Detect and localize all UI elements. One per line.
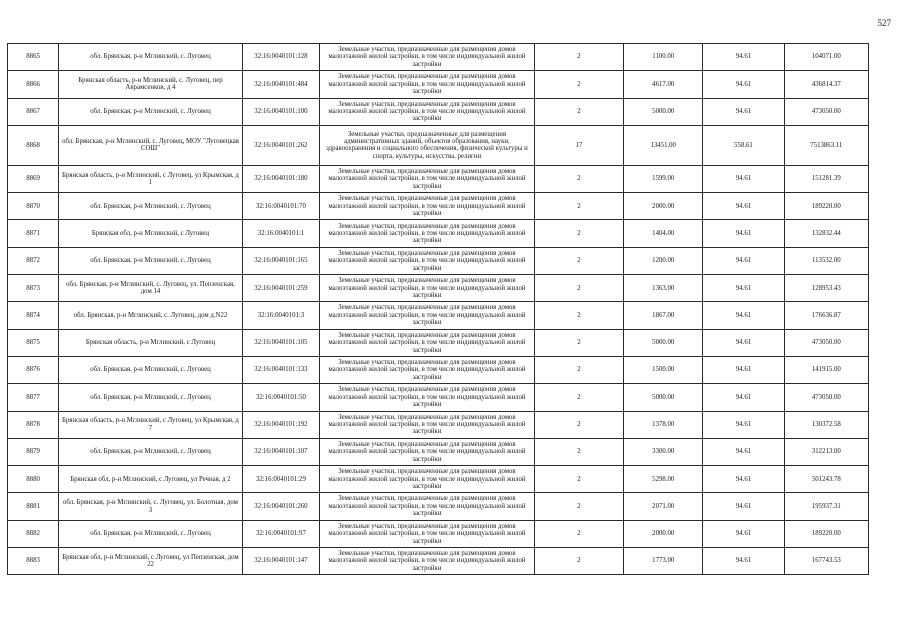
use-group-cell: 2 [534, 493, 623, 520]
cadastral-number-cell: 32:16:0040101:192 [242, 411, 319, 438]
cadastral-number-cell: 32:16:0040101:70 [242, 193, 319, 220]
specific-value-cell: 94.61 [703, 302, 784, 329]
area-cell: 2000.00 [624, 193, 703, 220]
specific-value-cell: 94.61 [703, 520, 784, 547]
table-row [8, 548, 869, 575]
area-cell: 5000.00 [624, 329, 703, 356]
row-number: 8882 [8, 520, 59, 547]
page-number: 527 [877, 18, 891, 28]
cadastral-value-cell: 189220.00 [784, 520, 868, 547]
cadastral-number-cell: 32:16:0040101:97 [242, 520, 319, 547]
permitted-use-cell: Земельные участки, предназначенные для размещения административных зданий, объектов образования, науки, здравоохранения и социального обеспечения, физической культуры и спорта, культуры, искусства, религии [320, 125, 535, 165]
permitted-use-cell: Земельные участки, предназначенные для размещения домов малоэтажной жилой застройки, в том числе индивидуальной жилой застройки [320, 356, 535, 383]
area-cell: 1599.00 [624, 165, 703, 192]
permitted-use-cell: Земельные участки, предназначенные для размещения домов малоэтажной жилой застройки, в том числе индивидуальной жилой застройки [320, 98, 535, 125]
address-cell: Брянская область, р-н Мглинский, с Луговец, ул Крымская, д 7 [59, 411, 243, 438]
table-row [8, 71, 869, 98]
area-cell: 1867.00 [624, 302, 703, 329]
address-cell: Брянская обл, р-н Мглинский, с Луговец, ул Пепзенская, дом 22 [59, 548, 243, 575]
area-cell: 2071.00 [624, 493, 703, 520]
row-number: 8867 [8, 98, 59, 125]
row-number: 8878 [8, 411, 59, 438]
row-number: 8875 [8, 329, 59, 356]
row-number: 8872 [8, 247, 59, 274]
permitted-use-cell: Земельные участки, предназначенные для размещения домов малоэтажной жилой застройки, в том числе индивидуальной жилой застройки [320, 384, 535, 411]
use-group-cell: 2 [534, 98, 623, 125]
permitted-use-cell: Земельные участки, предназначенные для размещения домов малоэтажной жилой застройки, в том числе индивидуальной жилой застройки [320, 548, 535, 575]
table-row [8, 466, 869, 493]
cadastral-number-cell: 32:16:0040101:165 [242, 247, 319, 274]
cadastral-value-cell: 128953.43 [784, 275, 868, 302]
specific-value-cell: 94.61 [703, 275, 784, 302]
specific-value-cell: 94.61 [703, 44, 784, 71]
specific-value-cell: 94.61 [703, 493, 784, 520]
area-cell: 2000.00 [624, 520, 703, 547]
permitted-use-cell: Земельные участки, предназначенные для размещения домов малоэтажной жилой застройки, в том числе индивидуальной жилой застройки [320, 165, 535, 192]
address-cell: обл. Брянская, р-н Мглинский, с. Луговец, дом д.N22 [59, 302, 243, 329]
specific-value-cell: 94.61 [703, 438, 784, 465]
cadastral-value-cell: 473050.00 [784, 384, 868, 411]
cadastral-value-cell: 130372.58 [784, 411, 868, 438]
cadastral-value-cell: 195937.31 [784, 493, 868, 520]
specific-value-cell: 94.61 [703, 356, 784, 383]
row-number: 8873 [8, 275, 59, 302]
specific-value-cell: 94.61 [703, 193, 784, 220]
cadastral-number-cell: 32:16:0040101:100 [242, 98, 319, 125]
cadastral-value-cell: 501243.78 [784, 466, 868, 493]
address-cell: обл. Брянская, р-н Мглинский, с. Луговец [59, 438, 243, 465]
cadastral-number-cell: 32:16:0040101:180 [242, 165, 319, 192]
address-cell: Брянская область, р-н Мглинский, с. Луговец, пер Аврамсенков, д 4 [59, 71, 243, 98]
cadastral-value-cell: 7513863.11 [784, 125, 868, 165]
use-group-cell: 2 [534, 438, 623, 465]
specific-value-cell: 94.61 [703, 220, 784, 247]
permitted-use-cell: Земельные участки, предназначенные для размещения домов малоэтажной жилой застройки, в том числе индивидуальной жилой застройки [320, 193, 535, 220]
row-number: 8881 [8, 493, 59, 520]
cadastral-number-cell: 32:16:0040101:3 [242, 302, 319, 329]
cadastral-value-cell: 473050.00 [784, 329, 868, 356]
area-cell: 3300.00 [624, 438, 703, 465]
row-number: 8870 [8, 193, 59, 220]
use-group-cell: 2 [534, 193, 623, 220]
use-group-cell: 2 [534, 466, 623, 493]
table-row [8, 493, 869, 520]
cadastral-value-cell: 132832.44 [784, 220, 868, 247]
area-cell: 1404.00 [624, 220, 703, 247]
table-row [8, 275, 869, 302]
use-group-cell: 2 [534, 71, 623, 98]
use-group-cell: 2 [534, 247, 623, 274]
address-cell: Брянская обл, р-н Мглинский, с Луговец [59, 220, 243, 247]
row-number: 8874 [8, 302, 59, 329]
row-number: 8877 [8, 384, 59, 411]
use-group-cell: 2 [534, 220, 623, 247]
row-number: 8880 [8, 466, 59, 493]
cadastral-number-cell: 32:16:0040101:133 [242, 356, 319, 383]
specific-value-cell: 94.61 [703, 384, 784, 411]
use-group-cell: 2 [534, 548, 623, 575]
specific-value-cell: 94.61 [703, 329, 784, 356]
use-group-cell: 2 [534, 44, 623, 71]
address-cell: обл. Брянская, р-н Мглинский, с. Луговец [59, 98, 243, 125]
cadastral-value-cell: 436814.37 [784, 71, 868, 98]
specific-value-cell: 94.61 [703, 98, 784, 125]
address-cell: Брянская обл, р-н Мглинский, с Луговец, ул Речная, д 2 [59, 466, 243, 493]
specific-value-cell: 94.61 [703, 411, 784, 438]
cadastral-number-cell: 32:16:0040101:1 [242, 220, 319, 247]
cadastral-value-cell: 167743.53 [784, 548, 868, 575]
cadastral-value-cell: 104071.00 [784, 44, 868, 71]
cadastral-number-cell: 32:16:0040101:107 [242, 438, 319, 465]
permitted-use-cell: Земельные участки, предназначенные для размещения домов малоэтажной жилой застройки, в том числе индивидуальной жилой застройки [320, 71, 535, 98]
cadastral-number-cell: 32:16:0040101:128 [242, 44, 319, 71]
address-cell: обл. Брянская, р-н Мглинский, с. Луговец [59, 193, 243, 220]
specific-value-cell: 94.61 [703, 165, 784, 192]
table-row [8, 384, 869, 411]
permitted-use-cell: Земельные участки, предназначенные для размещения домов малоэтажной жилой застройки, в том числе индивидуальной жилой застройки [320, 302, 535, 329]
table-row [8, 247, 869, 274]
cadastral-value-cell: 151281.39 [784, 165, 868, 192]
table-row [8, 438, 869, 465]
area-cell: 1363.00 [624, 275, 703, 302]
table-row [8, 193, 869, 220]
table-row [8, 356, 869, 383]
cadastral-value-cell: 189220.00 [784, 193, 868, 220]
cadastral-value-cell: 176636.87 [784, 302, 868, 329]
permitted-use-cell: Земельные участки, предназначенные для размещения домов малоэтажной жилой застройки, в том числе индивидуальной жилой застройки [320, 247, 535, 274]
row-number: 8879 [8, 438, 59, 465]
use-group-cell: 2 [534, 384, 623, 411]
specific-value-cell: 94.61 [703, 548, 784, 575]
cadastral-number-cell: 32:16:0040101:147 [242, 548, 319, 575]
area-cell: 5000.00 [624, 98, 703, 125]
cadastral-value-cell: 473050.00 [784, 98, 868, 125]
table-row [8, 302, 869, 329]
area-cell: 1100.00 [624, 44, 703, 71]
permitted-use-cell: Земельные участки, предназначенные для размещения домов малоэтажной жилой застройки, в том числе индивидуальной жилой застройки [320, 493, 535, 520]
permitted-use-cell: Земельные участки, предназначенные для размещения домов малоэтажной жилой застройки, в том числе индивидуальной жилой застройки [320, 438, 535, 465]
area-cell: 13451.00 [624, 125, 703, 165]
cadastral-number-cell: 32:16:0040101:50 [242, 384, 319, 411]
use-group-cell: 2 [534, 520, 623, 547]
row-number: 8871 [8, 220, 59, 247]
area-cell: 1200.00 [624, 247, 703, 274]
address-cell: обл. Брянская, р-н Мглинский, с. Луговец [59, 520, 243, 547]
row-number: 8865 [8, 44, 59, 71]
address-cell: обл. Брянская, р-н Мглинский, с. Луговец [59, 247, 243, 274]
specific-value-cell: 94.61 [703, 247, 784, 274]
row-number: 8869 [8, 165, 59, 192]
table-row [8, 520, 869, 547]
specific-value-cell: 94.61 [703, 71, 784, 98]
specific-value-cell: 94.61 [703, 466, 784, 493]
use-group-cell: 2 [534, 329, 623, 356]
cadastral-number-cell: 32:16:0040101:105 [242, 329, 319, 356]
permitted-use-cell: Земельные участки, предназначенные для размещения домов малоэтажной жилой застройки, в том числе индивидуальной жилой застройки [320, 411, 535, 438]
table-row [8, 165, 869, 192]
permitted-use-cell: Земельные участки, предназначенные для размещения домов малоэтажной жилой застройки, в том числе индивидуальной жилой застройки [320, 329, 535, 356]
cadastral-number-cell: 32:16:0040101:29 [242, 466, 319, 493]
address-cell: Брянская область, р-н Мглинский, с Луговец [59, 329, 243, 356]
area-cell: 5000.00 [624, 384, 703, 411]
cadastral-value-cell: 141915.00 [784, 356, 868, 383]
area-cell: 1773.00 [624, 548, 703, 575]
table-row [8, 329, 869, 356]
permitted-use-cell: Земельные участки, предназначенные для размещения домов малоэтажной жилой застройки, в том числе индивидуальной жилой застройки [320, 44, 535, 71]
address-cell: обл. Брянская, р-н Мглинский, с. Луговец, ул. Пепзенская, дом 14 [59, 275, 243, 302]
area-cell: 5298.00 [624, 466, 703, 493]
row-number: 8868 [8, 125, 59, 165]
table-row [8, 411, 869, 438]
row-number: 8883 [8, 548, 59, 575]
row-number: 8876 [8, 356, 59, 383]
cadastral-value-cell: 113532.00 [784, 247, 868, 274]
use-group-cell: 17 [534, 125, 623, 165]
address-cell: обл. Брянская, р-н Мглинский, с. Луговец [59, 356, 243, 383]
table-row [8, 220, 869, 247]
use-group-cell: 2 [534, 275, 623, 302]
permitted-use-cell: Земельные участки, предназначенные для размещения домов малоэтажной жилой застройки, в том числе индивидуальной жилой застройки [320, 520, 535, 547]
address-cell: обл. Брянская, р-н Мглинский, с. Луговец [59, 44, 243, 71]
row-number: 8866 [8, 71, 59, 98]
permitted-use-cell: Земельные участки, предназначенные для размещения домов малоэтажной жилой застройки, в том числе индивидуальной жилой застройки [320, 275, 535, 302]
cadastral-value-table [7, 43, 869, 575]
cadastral-number-cell: 32:16:0040101:260 [242, 493, 319, 520]
table-body [8, 44, 869, 575]
cadastral-number-cell: 32:16:0040101:262 [242, 125, 319, 165]
cadastral-number-cell: 32:16:0040101:484 [242, 71, 319, 98]
permitted-use-cell: Земельные участки, предназначенные для размещения домов малоэтажной жилой застройки, в том числе индивидуальной жилой застройки [320, 466, 535, 493]
area-cell: 4617.00 [624, 71, 703, 98]
table-row [8, 44, 869, 71]
specific-value-cell: 558.61 [703, 125, 784, 165]
area-cell: 1378.00 [624, 411, 703, 438]
address-cell: Брянская область, р-н Мглинский, с Луговец, ул Крымская, д 1 [59, 165, 243, 192]
use-group-cell: 2 [534, 411, 623, 438]
use-group-cell: 2 [534, 356, 623, 383]
table-row [8, 98, 869, 125]
area-cell: 1500.00 [624, 356, 703, 383]
use-group-cell: 2 [534, 302, 623, 329]
address-cell: обл. Брянская, р-н Мглинский, с. Луговец, МОУ "Луговецкая СОШ" [59, 125, 243, 165]
permitted-use-cell: Земельные участки, предназначенные для размещения домов малоэтажной жилой застройки, в том числе индивидуальной жилой застройки [320, 220, 535, 247]
use-group-cell: 2 [534, 165, 623, 192]
cadastral-value-cell: 312213.00 [784, 438, 868, 465]
address-cell: обл. Брянская, р-н Мглинский, с. Луговец [59, 384, 243, 411]
table-row [8, 125, 869, 165]
cadastral-number-cell: 32:16:0040101:259 [242, 275, 319, 302]
address-cell: обл. Брянская, р-н Мглинский, с. Луговец, ул. Болотная, дом 3 [59, 493, 243, 520]
